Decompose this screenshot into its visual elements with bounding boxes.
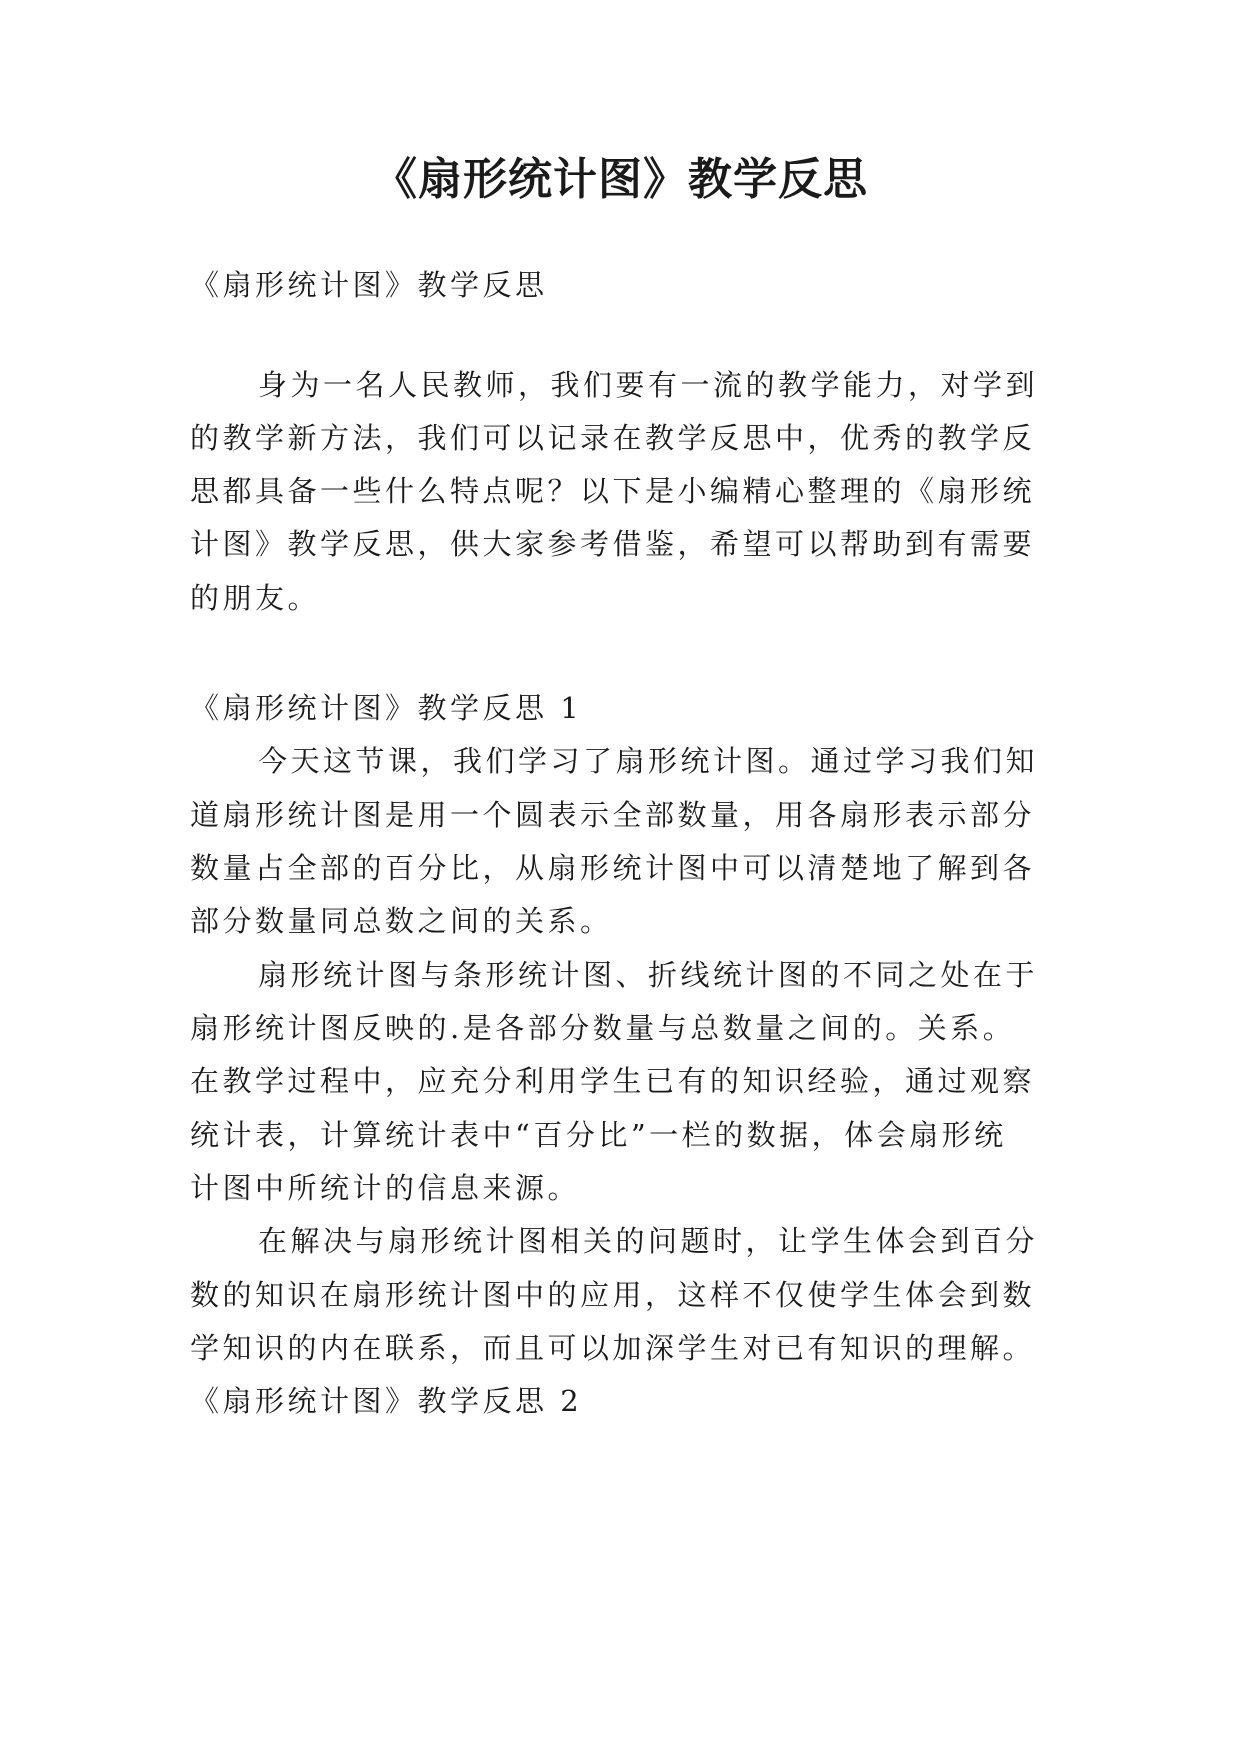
- section-1-paragraph-line: 统计表，计算统计表中“百分比”一栏的数据，体会扇形统: [190, 1118, 1007, 1152]
- section-1-paragraph-line: 数的知识在扇形统计图中的应用，这样不仅使学生体会到数: [190, 1278, 1036, 1312]
- section-heading-1: 《扇形统计图》教学反思 1: [190, 691, 583, 725]
- intro-paragraph-line: 计图》教学反思，供大家参考借鉴，希望可以帮助到有需要: [190, 527, 1036, 561]
- section-1-paragraph-line: 今天这节课，我们学习了扇形统计图。通过学习我们知: [258, 744, 1039, 778]
- section-1-paragraph-line: 学知识的内在联系，而且可以加深学生对已有知识的理解。: [190, 1331, 1036, 1365]
- section-1-paragraph-line: 扇形统计图反映的.是各部分数量与总数量之间的。关系。: [190, 1011, 1016, 1045]
- intro-paragraph-line: 的教学新方法，我们可以记录在教学反思中，优秀的教学反: [190, 421, 1036, 455]
- section-1-paragraph-line: 在教学过程中，应充分利用学生已有的知识经验，通过观察: [190, 1064, 1036, 1098]
- section-1-paragraph-line: 在解决与扇形统计图相关的问题时，让学生体会到百分: [258, 1224, 1039, 1258]
- intro-paragraph-line: 身为一名人民教师，我们要有一流的教学能力，对学到: [258, 368, 1039, 402]
- section-1-paragraph-line: 部分数量同总数之间的关系。: [190, 904, 613, 938]
- document-title: 《扇形统计图》教学反思: [373, 154, 868, 205]
- subtitle-heading: 《扇形统计图》教学反思: [190, 268, 548, 302]
- intro-paragraph-line: 的朋友。: [190, 581, 321, 615]
- section-1-paragraph-line: 计图中所统计的信息来源。: [190, 1171, 581, 1205]
- section-1-paragraph-line: 数量占全部的百分比，从扇形统计图中可以清楚地了解到各: [190, 851, 1036, 885]
- section-1-paragraph-line: 扇形统计图与条形统计图、折线统计图的不同之处在于: [258, 958, 1039, 992]
- section-heading-2: 《扇形统计图》教学反思 2: [190, 1384, 583, 1418]
- intro-paragraph-line: 思都具备一些什么特点呢？以下是小编精心整理的《扇形统: [190, 474, 1036, 508]
- section-1-paragraph-line: 道扇形统计图是用一个圆表示全部数量，用各扇形表示部分: [190, 798, 1036, 832]
